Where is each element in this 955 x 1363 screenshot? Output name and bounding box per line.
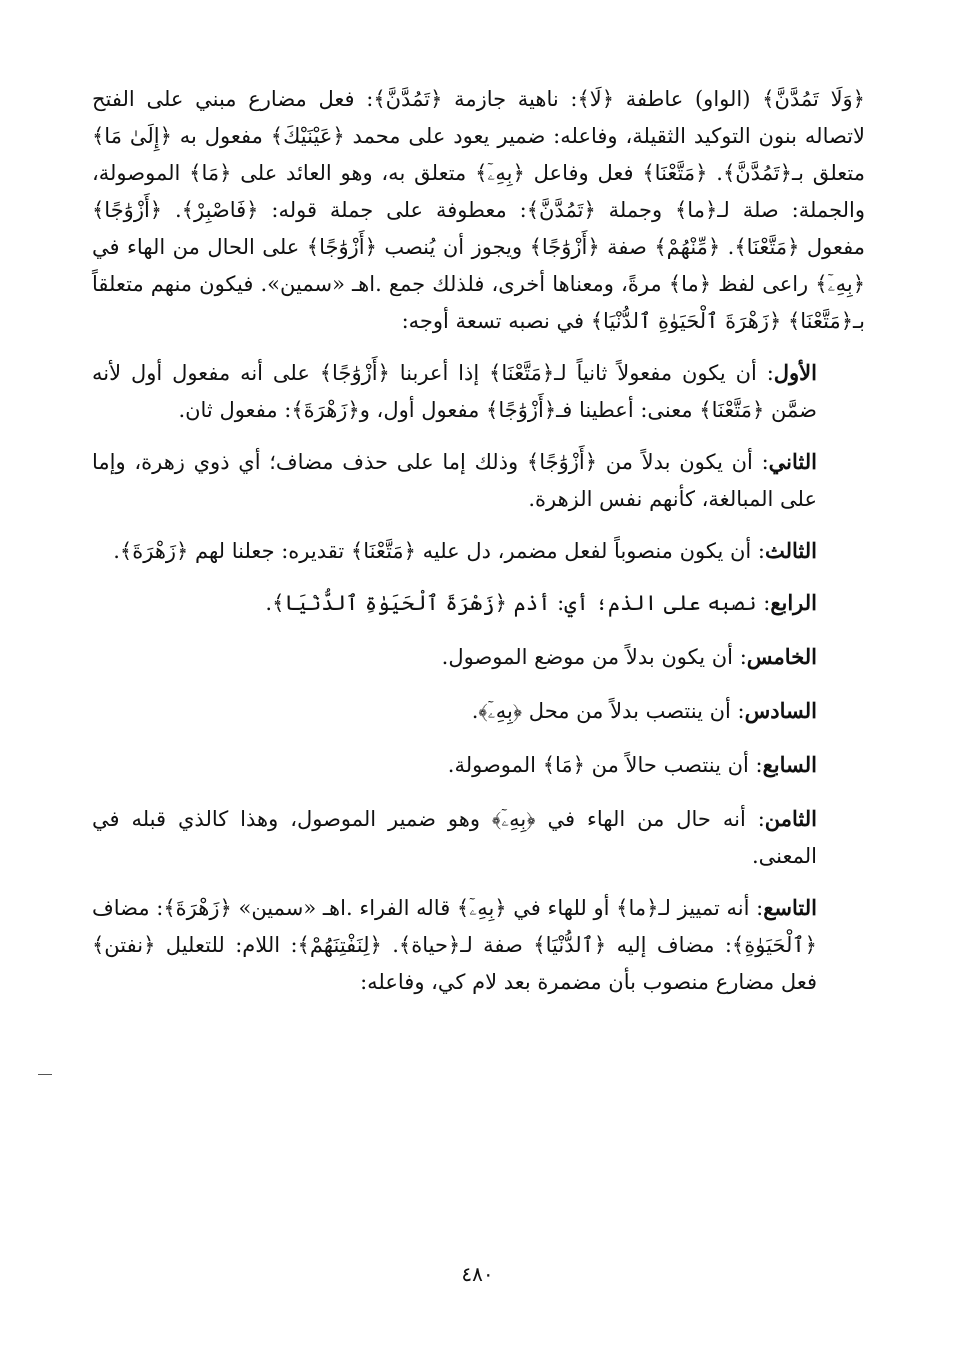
- paragraph-label: السادس: [744, 698, 817, 723]
- paragraph-label: الثاني: [768, 449, 817, 474]
- paragraph-seventh-aspect: [92, 746, 865, 784]
- paragraph-text: : أن يكون بدلاً من موضع الموصول.: [441, 645, 747, 669]
- paragraph-label: الرابع: [770, 590, 817, 615]
- paragraph-text: : نصبه على الذم؛ أي: أذم ﴿زَهْرَةَ ٱلْحَيَوٰةِ ٱلدُّنْيَا﴾.: [265, 591, 771, 615]
- paragraph-text: : أن يكون مفعولاً ثانياً لـ﴿مَتَّعْنَا﴾ إذا أعربنا ﴿أَزْوَٰجًا﴾ على أنه مفعول أول لأنه ضمَّن ﴿مَتَّعْنَا﴾ معنى: أعطينا فـ﴿أَزْوَٰجًا﴾ مفعول أول، و﴿زَهْرَةَ﴾: مفعول ثان.: [92, 361, 817, 422]
- paragraph-text: : أن ينتصب بدلاً من محل ﴿بِهِۦٓ﴾.: [471, 699, 745, 723]
- paragraph-label: السابع: [762, 752, 817, 777]
- paragraph-label: الخامس: [746, 644, 817, 669]
- page-body: [92, 80, 865, 1015]
- paragraph-text: : أن ينتصب حالاً من ﴿مَا﴾ الموصولة.: [447, 753, 763, 777]
- paragraph-text: : أنه تمييز لـ﴿ما﴾ أو للهاء في ﴿بِهِۦٓ﴾ قاله الفراء .اهـ «سمين» ﴿زَهْرَةَ﴾: مضاف ﴿ٱلْحَيَوٰةِ﴾: مضاف إليه ﴿ٱلدُّنْيَا﴾ صفة لـ﴿حياة﴾. ﴿لِنَفْتِنَهُمْ﴾: اللام: للتعليل ﴿نفتن﴾ فعل مضارع منصوب بأن مضمرة بعد لام كي، وفاعله:: [92, 896, 817, 994]
- page-number: ٤٨٠: [461, 1262, 494, 1286]
- paragraph-label: التاسع: [763, 895, 817, 920]
- paragraph-label: الثالث: [765, 538, 817, 563]
- paragraph-text: : أن يكون منصوباً لفعل مضمر، دل عليه ﴿مَتَّعْنَا﴾ تقديره: جعلنا لهم ﴿زَهْرَةَ﴾.: [113, 539, 765, 563]
- paragraph-text: : أن يكون بدلاً من ﴿أَزْوَٰجًا﴾ وذلك إما على حذف مضاف؛ أي ذوي زهرة، وإما على المبالغة، كأنهم نفس الزهرة.: [92, 450, 817, 511]
- paragraph-fifth-aspect: [92, 638, 865, 676]
- paragraph-second-aspect: [92, 443, 865, 518]
- paragraph-ninth-aspect: [92, 889, 865, 1001]
- paragraph-label: الأول: [773, 360, 817, 385]
- paragraph-first-aspect: [92, 354, 865, 429]
- paragraph-third-aspect: [92, 532, 865, 570]
- margin-mark: [38, 1074, 52, 1075]
- paragraph-intro: [92, 80, 865, 340]
- paragraph-text: : أنه حال من الهاء في ﴿بِهِۦٓ﴾ وهو ضمير الموصول، وهذا كالذي قبله في المعنى.: [92, 807, 817, 868]
- paragraph-eighth-aspect: [92, 800, 865, 875]
- paragraph-text: ﴿وَلَا تَمُدَّنَّ﴾ (الواو) عاطفة ﴿لَا﴾: ناهية جازمة ﴿تَمُدَّنَّ﴾: فعل مضارع مبني على الفتح لاتصاله بنون التوكيد الثقيلة، وفاعله: ضمير يعود على محمد ﴿عَيْنَيْكَ﴾ مفعول به ﴿إِلَىٰ مَا﴾ متعلق بـ﴿تَمُدَّنَّ﴾. ﴿مَتَّعْنَا﴾ فعل وفاعل ﴿بِهِۦٓ﴾ متعلق به، وهو العائد على ﴿مَا﴾ الموصولة، والجملة: صلة لـ﴿ما﴾ وجملة ﴿تَمُدَّنَّ﴾: معطوفة على جملة قوله: ﴿فَاصْبِرْ﴾. ﴿أَزْوَٰجًا﴾ مفعول ﴿مَتَّعْنَا﴾. ﴿مِّنْهُمْ﴾ صفة ﴿أَزْوَٰجًا﴾ ويجوز أن يُنصب ﴿أَزْوَٰجًا﴾ على الحال من الهاء في ﴿بِهِۦٓ﴾ راعى لفظ ﴿ما﴾ مرةً، ومعناها أخرى، فلذلك جمع .اهـ «سمين». فيكون منهم متعلقاً بـ﴿مَتَّعْنَا﴾ ﴿زَهْرَةَ ٱلْحَيَوٰةِ ٱلدُّنْيَا﴾ في نصبه تسعة أوجه:: [92, 87, 865, 333]
- paragraph-label: الثامن: [764, 806, 817, 831]
- paragraph-fourth-aspect: [92, 584, 865, 622]
- paragraph-sixth-aspect: [92, 692, 865, 730]
